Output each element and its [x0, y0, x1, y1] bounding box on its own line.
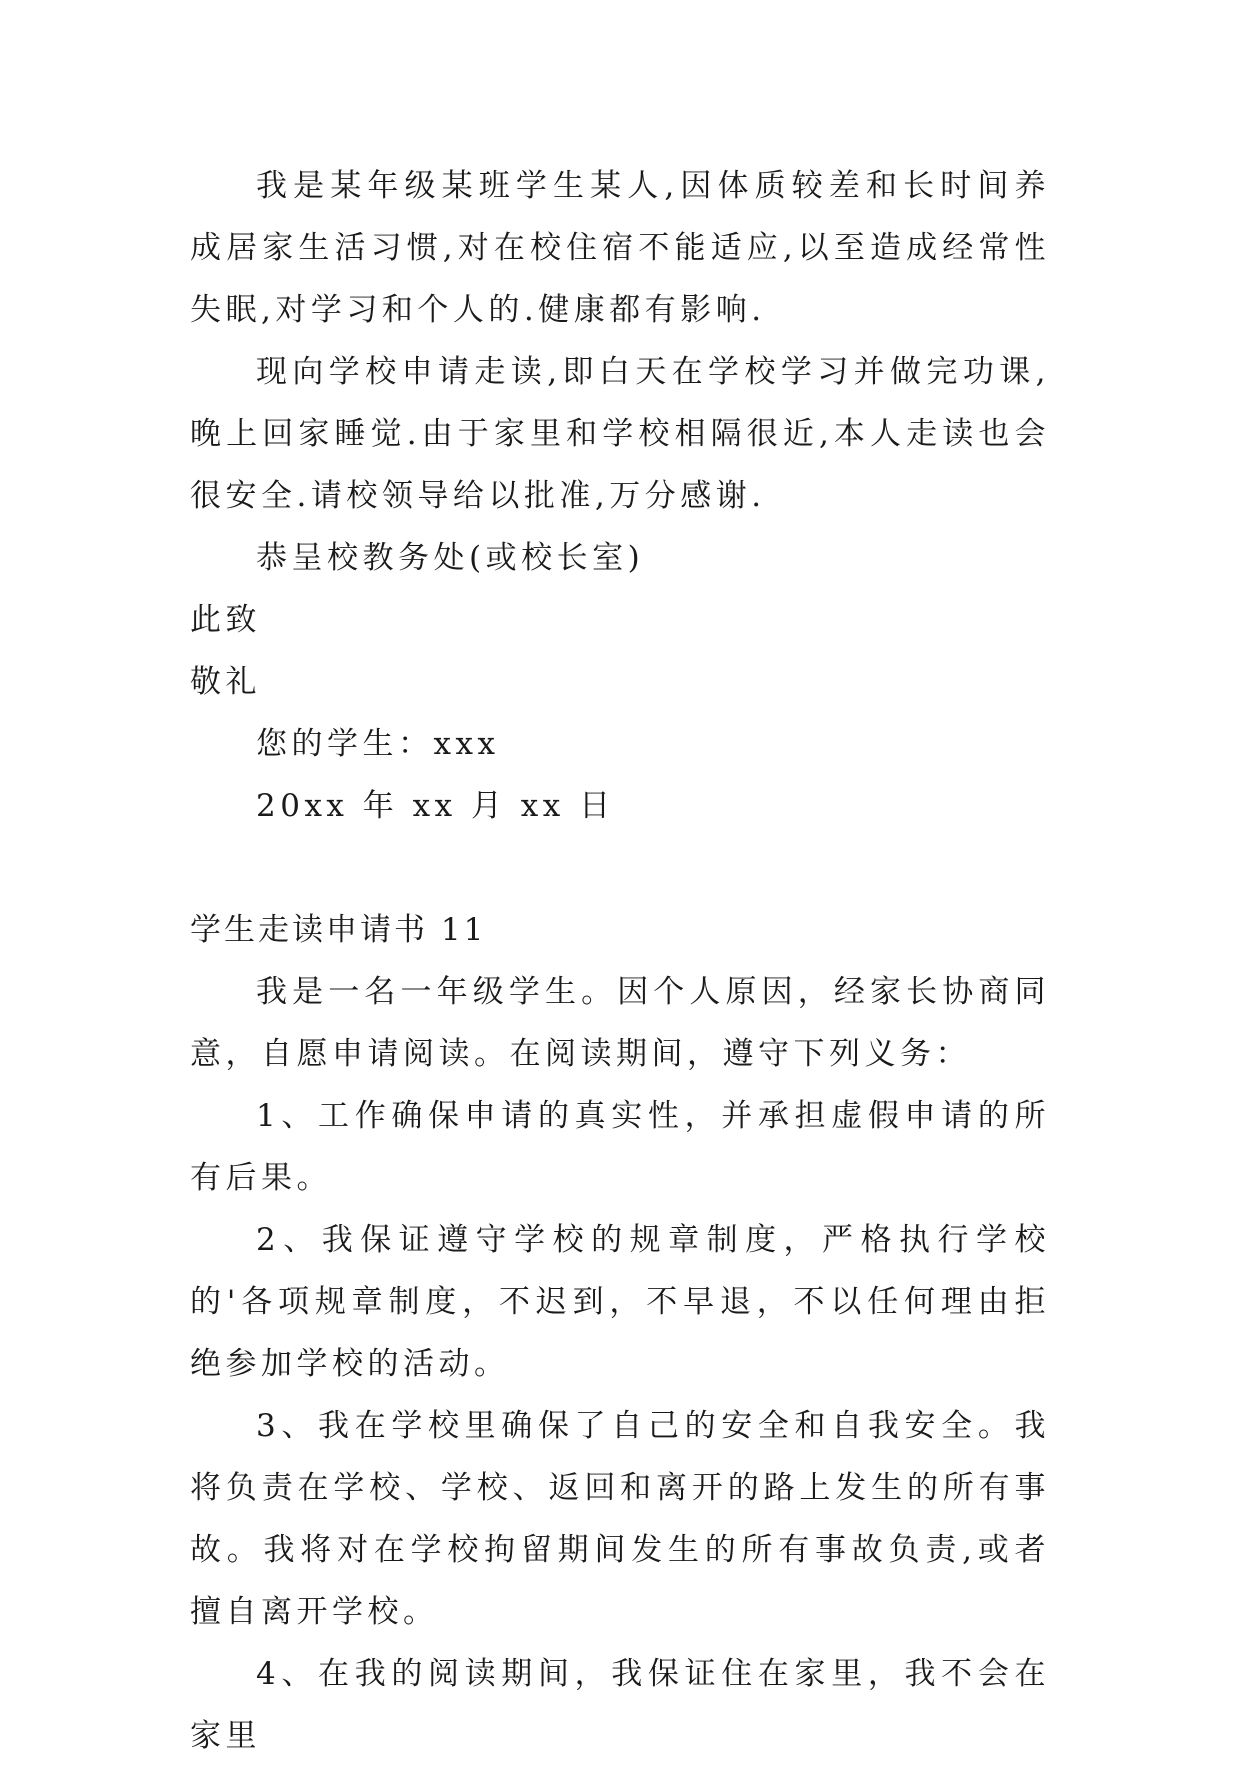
letter1-signature: 您的学生：xxx	[256, 726, 500, 762]
letter2-item-2: 2、我保证遵守学校的规章制度，严格执行学校的'各项规章制度，不迟到，不早退，不以任何理由拒绝参加学校的活动。	[190, 1222, 1050, 1382]
letter2-paragraph-1: 我是一名一年级学生。因个人原因，经家长协商同意，自愿申请阅读。在阅读期间，遵守下列义务：	[190, 974, 1050, 1072]
letter1-paragraph-1: 我是某年级某班学生某人,因体质较差和长时间养成居家生活习惯,对在校住宿不能适应,以至造成经常性失眠,对学习和个人的.健康都有影响.	[190, 168, 1050, 328]
letter2-title: 学生走读申请书 11	[190, 912, 487, 948]
document-body	[190, 155, 1050, 1767]
letter1-date: 20xx 年 xx 月 xx 日	[256, 788, 615, 824]
section-spacer	[190, 837, 1050, 899]
letter1-addressee: 恭呈校教务处(或校长室)	[256, 540, 645, 576]
letter1-closing-1: 此致	[190, 602, 261, 638]
letter2-item-3: 3、我在学校里确保了自己的安全和自我安全。我将负责在学校、学校、返回和离开的路上发生的所有事故。我将对在学校拘留期间发生的所有事故负责,或者擅自离开学校。	[190, 1408, 1050, 1630]
letter2-item-4: 4、在我的阅读期间，我保证住在家里，我不会在家里	[190, 1656, 1050, 1754]
letter1-closing-2: 敬礼	[190, 664, 261, 700]
letter1-paragraph-2: 现向学校申请走读,即白天在学校学习并做完功课,晚上回家睡觉.由于家里和学校相隔很近,本人走读也会很安全.请校领导给以批准,万分感谢.	[190, 354, 1050, 514]
letter2-item-1: 1、工作确保申请的真实性，并承担虚假申请的所有后果。	[190, 1098, 1050, 1196]
